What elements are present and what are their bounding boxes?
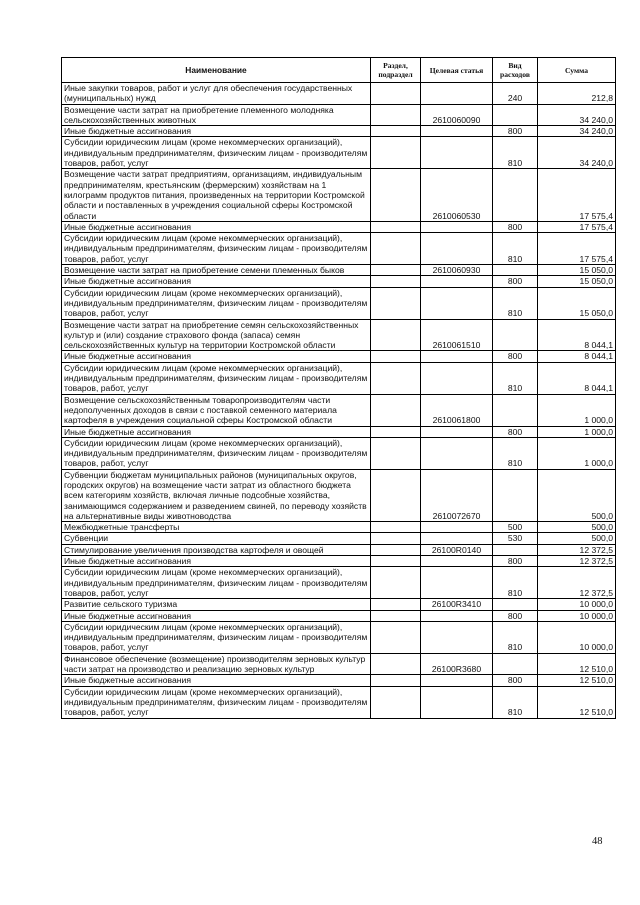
row-section	[371, 287, 421, 319]
row-expense-type: 810	[493, 233, 538, 265]
header-target: Целевая статья	[421, 58, 493, 83]
row-section	[371, 686, 421, 718]
row-expense-type: 800	[493, 426, 538, 437]
row-section	[371, 556, 421, 567]
row-section	[371, 233, 421, 265]
row-name: Финансовое обеспечение (возмещение) производителям зерновых культур части затрат на производство и реализацию зерновых культур	[62, 653, 371, 675]
table-row	[62, 394, 616, 426]
row-amount: 12 372,5	[538, 544, 616, 555]
row-name: Возмещение части затрат на приобретение семян сельскохозяйственных культур и (или) создание страхового фонда (запаса) семян сельскохозяйственных культур на территории Костромской области	[62, 319, 371, 351]
row-expense-type: 800	[493, 351, 538, 362]
row-section	[371, 533, 421, 544]
row-section	[371, 437, 421, 469]
row-name: Субвенции бюджетам муниципальных районов (муниципальных округов, городских округов) на возмещение части затрат из областного бюджета всем категориям хозяйств, включая личные подсобные хозяйства, занимающимся содержанием и разведением свиней, по переводу хозяйств на альтернативные виды животноводства	[62, 469, 371, 521]
table-row	[62, 83, 616, 105]
table-row	[62, 686, 616, 718]
row-expense-type	[493, 599, 538, 610]
row-name: Субсидии юридическим лицам (кроме некоммерческих организаций), индивидуальным предпринимателям, физическим лицам - производителям товаров, работ, услуг	[62, 362, 371, 394]
row-expense-type: 800	[493, 556, 538, 567]
table-row	[62, 469, 616, 521]
table-row	[62, 437, 616, 469]
row-amount: 17 575,4	[538, 169, 616, 221]
row-expense-type: 240	[493, 83, 538, 105]
row-target	[421, 675, 493, 686]
row-amount: 1 000,0	[538, 426, 616, 437]
row-expense-type	[493, 265, 538, 276]
row-name: Иные бюджетные ассигнования	[62, 556, 371, 567]
row-target: 2610060530	[421, 169, 493, 221]
row-amount: 212,8	[538, 83, 616, 105]
row-target: 26100R3410	[421, 599, 493, 610]
table-row	[62, 653, 616, 675]
row-name: Иные бюджетные ассигнования	[62, 351, 371, 362]
row-expense-type	[493, 169, 538, 221]
row-name: Иные бюджетные ассигнования	[62, 126, 371, 137]
row-expense-type	[493, 319, 538, 351]
row-expense-type	[493, 544, 538, 555]
row-name: Возмещение части затрат на приобретение племенного молодняка сельскохозяйственных животных	[62, 104, 371, 126]
row-expense-type: 810	[493, 362, 538, 394]
row-amount: 34 240,0	[538, 126, 616, 137]
row-amount: 10 000,0	[538, 621, 616, 653]
row-target	[421, 522, 493, 533]
budget-table	[61, 57, 616, 719]
row-expense-type	[493, 104, 538, 126]
row-section	[371, 126, 421, 137]
header-amount: Сумма	[538, 58, 616, 83]
row-expense-type: 800	[493, 675, 538, 686]
row-name: Субсидии юридическим лицам (кроме некоммерческих организаций), индивидуальным предпринимателям, физическим лицам - производителям товаров, работ, услуг	[62, 621, 371, 653]
row-name: Развитие сельского туризма	[62, 599, 371, 610]
row-target: 26100R0140	[421, 544, 493, 555]
row-amount: 12 372,5	[538, 567, 616, 599]
row-amount: 8 044,1	[538, 351, 616, 362]
row-section	[371, 426, 421, 437]
row-target	[421, 362, 493, 394]
row-amount: 10 000,0	[538, 599, 616, 610]
row-amount: 34 240,0	[538, 137, 616, 169]
row-target	[421, 621, 493, 653]
row-name: Стимулирование увеличения производства картофеля и овощей	[62, 544, 371, 555]
row-name: Иные бюджетные ассигнования	[62, 276, 371, 287]
table-row	[62, 126, 616, 137]
row-target: 2610061510	[421, 319, 493, 351]
row-target: 26100R3680	[421, 653, 493, 675]
row-target: 2610072670	[421, 469, 493, 521]
table-row	[62, 221, 616, 232]
row-target	[421, 137, 493, 169]
row-target	[421, 221, 493, 232]
row-target	[421, 276, 493, 287]
table-row	[62, 610, 616, 621]
row-expense-type: 810	[493, 686, 538, 718]
row-section	[371, 83, 421, 105]
table-row	[62, 265, 616, 276]
row-name: Возмещение сельскохозяйственным товаропроизводителям части недополученных доходов в связи с поставкой семенного материала картофеля в учреждения социальной сферы Костромской области	[62, 394, 371, 426]
row-target	[421, 126, 493, 137]
table-row	[62, 233, 616, 265]
row-section	[371, 362, 421, 394]
header-name: Наименование	[62, 58, 371, 83]
row-name: Субсидии юридическим лицам (кроме некоммерческих организаций), индивидуальным предпринимателям, физическим лицам - производителям товаров, работ, услуг	[62, 233, 371, 265]
row-target	[421, 610, 493, 621]
row-name: Иные бюджетные ассигнования	[62, 221, 371, 232]
row-expense-type: 800	[493, 126, 538, 137]
row-name: Иные бюджетные ассигнования	[62, 610, 371, 621]
row-target	[421, 233, 493, 265]
table-row	[62, 556, 616, 567]
row-name: Субвенции	[62, 533, 371, 544]
header-section: Раздел, подраздел	[371, 58, 421, 83]
row-amount: 500,0	[538, 533, 616, 544]
row-amount: 12 510,0	[538, 686, 616, 718]
row-target: 2610060930	[421, 265, 493, 276]
row-name: Иные закупки товаров, работ и услуг для обеспечения государственных (муниципальных) нужд	[62, 83, 371, 105]
table-row	[62, 319, 616, 351]
table-row	[62, 675, 616, 686]
table-row	[62, 522, 616, 533]
row-amount: 15 050,0	[538, 287, 616, 319]
row-section	[371, 276, 421, 287]
row-amount: 1 000,0	[538, 394, 616, 426]
table-row	[62, 276, 616, 287]
row-amount: 500,0	[538, 522, 616, 533]
table-row	[62, 137, 616, 169]
row-section	[371, 567, 421, 599]
table-row	[62, 287, 616, 319]
row-section	[371, 675, 421, 686]
table-row	[62, 599, 616, 610]
table-row	[62, 621, 616, 653]
row-section	[371, 221, 421, 232]
row-section	[371, 522, 421, 533]
row-target	[421, 351, 493, 362]
row-section	[371, 137, 421, 169]
row-amount: 17 575,4	[538, 221, 616, 232]
row-expense-type	[493, 653, 538, 675]
budget-page	[61, 57, 615, 719]
table-row	[62, 544, 616, 555]
row-amount: 1 000,0	[538, 437, 616, 469]
row-section	[371, 621, 421, 653]
row-section	[371, 265, 421, 276]
row-expense-type: 530	[493, 533, 538, 544]
row-name: Возмещение части затрат на приобретение семени племенных быков	[62, 265, 371, 276]
row-expense-type: 810	[493, 287, 538, 319]
row-name: Субсидии юридическим лицам (кроме некоммерческих организаций), индивидуальным предпринимателям, физическим лицам - производителям товаров, работ, услуг	[62, 686, 371, 718]
table-row	[62, 351, 616, 362]
row-section	[371, 169, 421, 221]
table-row	[62, 567, 616, 599]
row-expense-type: 800	[493, 221, 538, 232]
row-target	[421, 686, 493, 718]
row-section	[371, 544, 421, 555]
table-row	[62, 426, 616, 437]
row-expense-type: 810	[493, 567, 538, 599]
row-amount: 17 575,4	[538, 233, 616, 265]
row-target	[421, 426, 493, 437]
row-amount: 34 240,0	[538, 104, 616, 126]
row-target	[421, 556, 493, 567]
table-row	[62, 169, 616, 221]
row-amount: 12 372,5	[538, 556, 616, 567]
row-name: Возмещение части затрат предприятиям, организациям, индивидуальным предпринимателям, крестьянским (фермерским) хозяйствам на 1 килограмм продуктов питания, произведенных на территории Костромской области и поставленных в учреждения социальной сферы Костромской области	[62, 169, 371, 221]
row-expense-type: 810	[493, 621, 538, 653]
table-row	[62, 533, 616, 544]
row-target	[421, 83, 493, 105]
row-section	[371, 319, 421, 351]
row-amount: 15 050,0	[538, 276, 616, 287]
row-name: Иные бюджетные ассигнования	[62, 426, 371, 437]
row-expense-type	[493, 469, 538, 521]
row-expense-type: 500	[493, 522, 538, 533]
row-target	[421, 567, 493, 599]
row-target: 2610061800	[421, 394, 493, 426]
row-target	[421, 437, 493, 469]
table-header-row	[62, 58, 616, 83]
row-amount: 15 050,0	[538, 265, 616, 276]
row-name: Субсидии юридическим лицам (кроме некоммерческих организаций), индивидуальным предпринимателям, физическим лицам - производителям товаров, работ, услуг	[62, 567, 371, 599]
row-target	[421, 533, 493, 544]
row-amount: 12 510,0	[538, 675, 616, 686]
page-number: 48	[592, 836, 603, 847]
header-expense-type: Вид расходов	[493, 58, 538, 83]
row-name: Субсидии юридическим лицам (кроме некоммерческих организаций), индивидуальным предпринимателям, физическим лицам - производителям товаров, работ, услуг	[62, 137, 371, 169]
row-amount: 10 000,0	[538, 610, 616, 621]
row-section	[371, 653, 421, 675]
row-expense-type: 810	[493, 137, 538, 169]
row-amount: 8 044,1	[538, 319, 616, 351]
row-section	[371, 351, 421, 362]
table-row	[62, 362, 616, 394]
row-amount: 500,0	[538, 469, 616, 521]
row-target: 2610060090	[421, 104, 493, 126]
row-name: Субсидии юридическим лицам (кроме некоммерческих организаций), индивидуальным предпринимателям, физическим лицам - производителям товаров, работ, услуг	[62, 437, 371, 469]
table-body	[62, 83, 616, 719]
row-name: Иные бюджетные ассигнования	[62, 675, 371, 686]
row-section	[371, 599, 421, 610]
row-section	[371, 104, 421, 126]
row-expense-type: 810	[493, 437, 538, 469]
table-row	[62, 104, 616, 126]
row-name: Межбюджетные трансферты	[62, 522, 371, 533]
row-name: Субсидии юридическим лицам (кроме некоммерческих организаций), индивидуальным предпринимателям, физическим лицам - производителям товаров, работ, услуг	[62, 287, 371, 319]
row-expense-type: 800	[493, 610, 538, 621]
row-expense-type	[493, 394, 538, 426]
row-section	[371, 610, 421, 621]
row-section	[371, 394, 421, 426]
row-target	[421, 287, 493, 319]
row-amount: 12 510,0	[538, 653, 616, 675]
row-section	[371, 469, 421, 521]
row-expense-type: 800	[493, 276, 538, 287]
row-amount: 8 044,1	[538, 362, 616, 394]
